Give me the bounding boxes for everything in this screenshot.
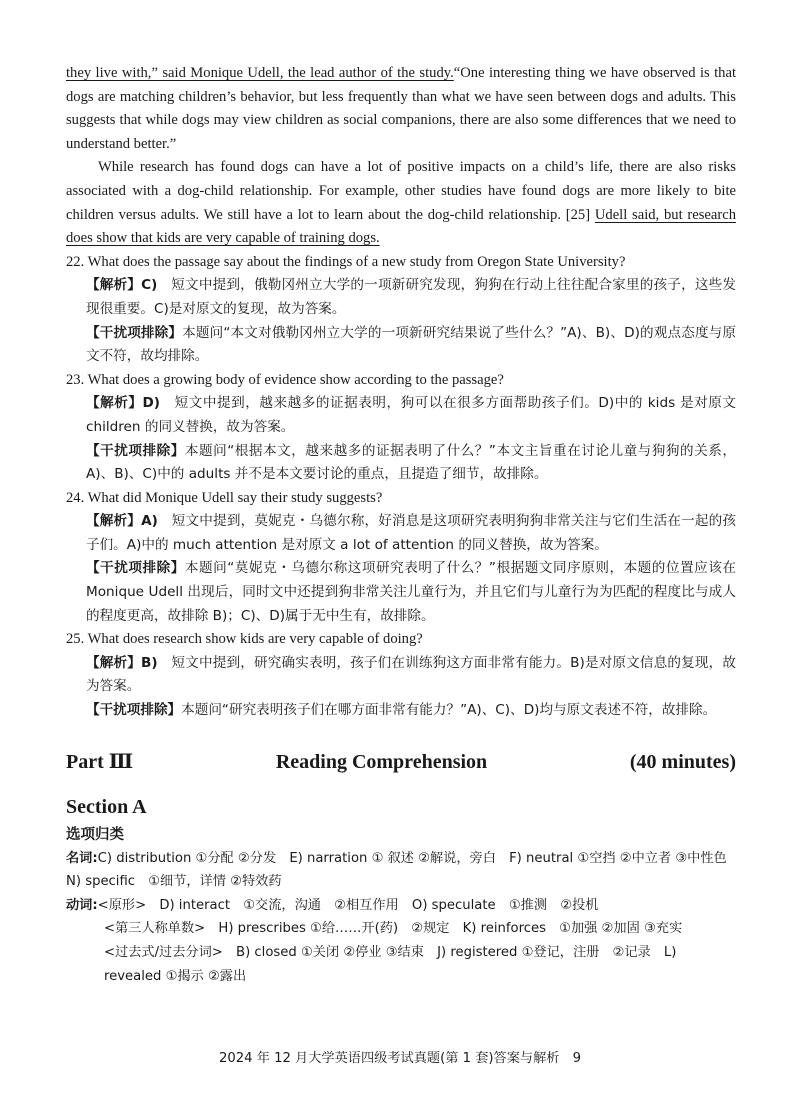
- vocab-text: <原形> D) interact ①交流，沟通 ②相互作用 O) speculate ①推测 ②投机: [97, 897, 599, 913]
- question-block: [66, 628, 736, 722]
- section-subtitle: 选项归类: [66, 826, 124, 843]
- question-block: [66, 487, 736, 629]
- passage-paragraph-2: [66, 156, 736, 250]
- exclusion-text: 本题问“莫妮克・乌德尔称这项研究表明了什么？”根据题文同序原则，本题的位置应该在 Monique Udell 出现后，同时文中还提到狗非常关注儿童行为，并且它们与儿童行为为匹配的程度比与成人的程度更高，故排除 B)；C)、D)属于无中生有，故排除。: [86, 560, 736, 624]
- passage-text: “One interesting thing we have observed is that dogs are matching children’s behavior, but less frequently than what we have seen between dogs and adults. This suggests that while dogs may view children as social companions, there are also some differences that we need to understand better.”: [66, 65, 737, 152]
- analysis-tag: 【解析】D): [86, 395, 160, 412]
- distractor-exclusion: [66, 440, 736, 487]
- vocab-list: [66, 847, 740, 989]
- exclusion-tag: 【干扰项排除】: [86, 324, 183, 341]
- passage-paragraph-1: [66, 62, 736, 156]
- answer-analysis: [66, 510, 736, 557]
- exclusion-tag: 【干扰项排除】: [86, 702, 182, 719]
- exclusion-text: 本题问“研究表明孩子们在哪方面非常有能力？”A)、C)、D)均与原文表述不符，故排除。: [181, 702, 717, 719]
- part-label: Part Ⅲ: [66, 750, 134, 773]
- part-heading: [66, 749, 736, 774]
- exclusion-tag: 【干扰项排除】: [86, 442, 185, 459]
- question-stem: 24. What did Monique Udell say their study suggests?: [66, 489, 383, 506]
- underlined-quote: they live with,” said Monique Udell, the lead author of the study.: [66, 65, 454, 81]
- section-title: Section A: [66, 795, 147, 818]
- distractor-exclusion: [66, 557, 736, 628]
- part-title: Reading Comprehension: [275, 750, 488, 773]
- underlined-answer-sentence: Udell said, but research does show that kids are very capable of training dogs.: [66, 206, 736, 247]
- distractor-exclusion: [66, 322, 736, 369]
- answer-analysis: [66, 392, 736, 439]
- vocab-text: C) distribution ①分配 ②分发 E) narration ① 叙述 ②解说，旁白 F) neutral ①空挡 ②中立者 ③中性色 N) specific ①细节，详情 ②特效药: [66, 850, 740, 890]
- passage-text: While research has found dogs can have a lot of positive impacts on a child’s life, there are also risks associated with a dog-child relationship. For example, other studies have found dogs are more likely to bite children versus adults. We still have a lot to learn about the dog-child relationship. [25]: [66, 159, 736, 223]
- exclusion-text: 本题问“本文对俄勒冈州立大学的一项新研究结果说了些什么？”A)、B)、D)的观点态度与原文不符，故均排除。: [86, 324, 737, 365]
- answer-analysis: [66, 652, 736, 699]
- question-list: [66, 251, 736, 723]
- analysis-text: 短文中提到，越来越多的证据表明，狗可以在很多方面帮助孩子们。D)中的 kids 是对原文 children 的同义替换，故为答案。: [86, 395, 736, 435]
- part-time: (40 minutes): [629, 750, 736, 773]
- question-stem: 22. What does the passage say about the findings of a new study from Oregon State University?: [66, 253, 626, 270]
- analysis-tag: 【解析】C): [86, 277, 158, 294]
- vocab-verbs-past: <过去式/过去分词> B) closed ①关闭 ②停业 ③结束 J) registered ①登记，注册 ②记录 L) revealed ①揭示 ②露出: [104, 945, 677, 984]
- vocab-verbs-third-person: <第三人称单数> H) prescribes ①给……开(药) ②规定 K) reinforces ①加强 ②加固 ③充实: [104, 921, 683, 937]
- question-stem: 25. What does research show kids are very capable of doing?: [66, 631, 423, 648]
- question-block: [66, 251, 736, 369]
- question-stem: 23. What does a growing body of evidence show according to the passage?: [66, 371, 504, 388]
- analysis-text: 短文中提到，莫妮克・乌德尔称，好消息是这项研究表明狗狗非常关注与它们生活在一起的孩子们。A)中的 much attention 是对原文 a lot of attention 的同义替换，故为答案。: [86, 513, 737, 553]
- distractor-exclusion: [66, 699, 736, 723]
- analysis-text: 短文中提到，研究确实表明，孩子们在训练狗这方面非常有能力。B)是对原文信息的复现，故为答案。: [86, 654, 736, 695]
- page-body: [66, 62, 740, 988]
- analysis-text: 短文中提到，俄勒冈州立大学的一项新研究发现，狗狗在行动上往往配合家里的孩子，这些发现很重要。C)是对原文的复现，故为答案。: [86, 277, 736, 317]
- answer-analysis: [66, 274, 736, 321]
- vocab-verbs: [66, 894, 736, 918]
- vocab-nouns: [66, 847, 740, 894]
- vocab-label: 动词:: [66, 897, 98, 913]
- question-block: [66, 369, 736, 487]
- exclusion-tag: 【干扰项排除】: [86, 560, 185, 577]
- page-footer: 2024 年 12 月大学英语四级考试真题(第 1 套)答案与解析 9: [218, 1051, 582, 1066]
- analysis-tag: 【解析】B): [86, 654, 158, 671]
- exclusion-text: 本题问“根据本文，越来越多的证据表明了什么？”本文主旨重在讨论儿童与狗狗的关系，A)、B)、C)中的 adults 并不是本文要讨论的重点，且提造了细节，故排除。: [86, 442, 736, 483]
- analysis-tag: 【解析】A): [86, 513, 158, 530]
- vocab-label: 名词:: [66, 850, 98, 866]
